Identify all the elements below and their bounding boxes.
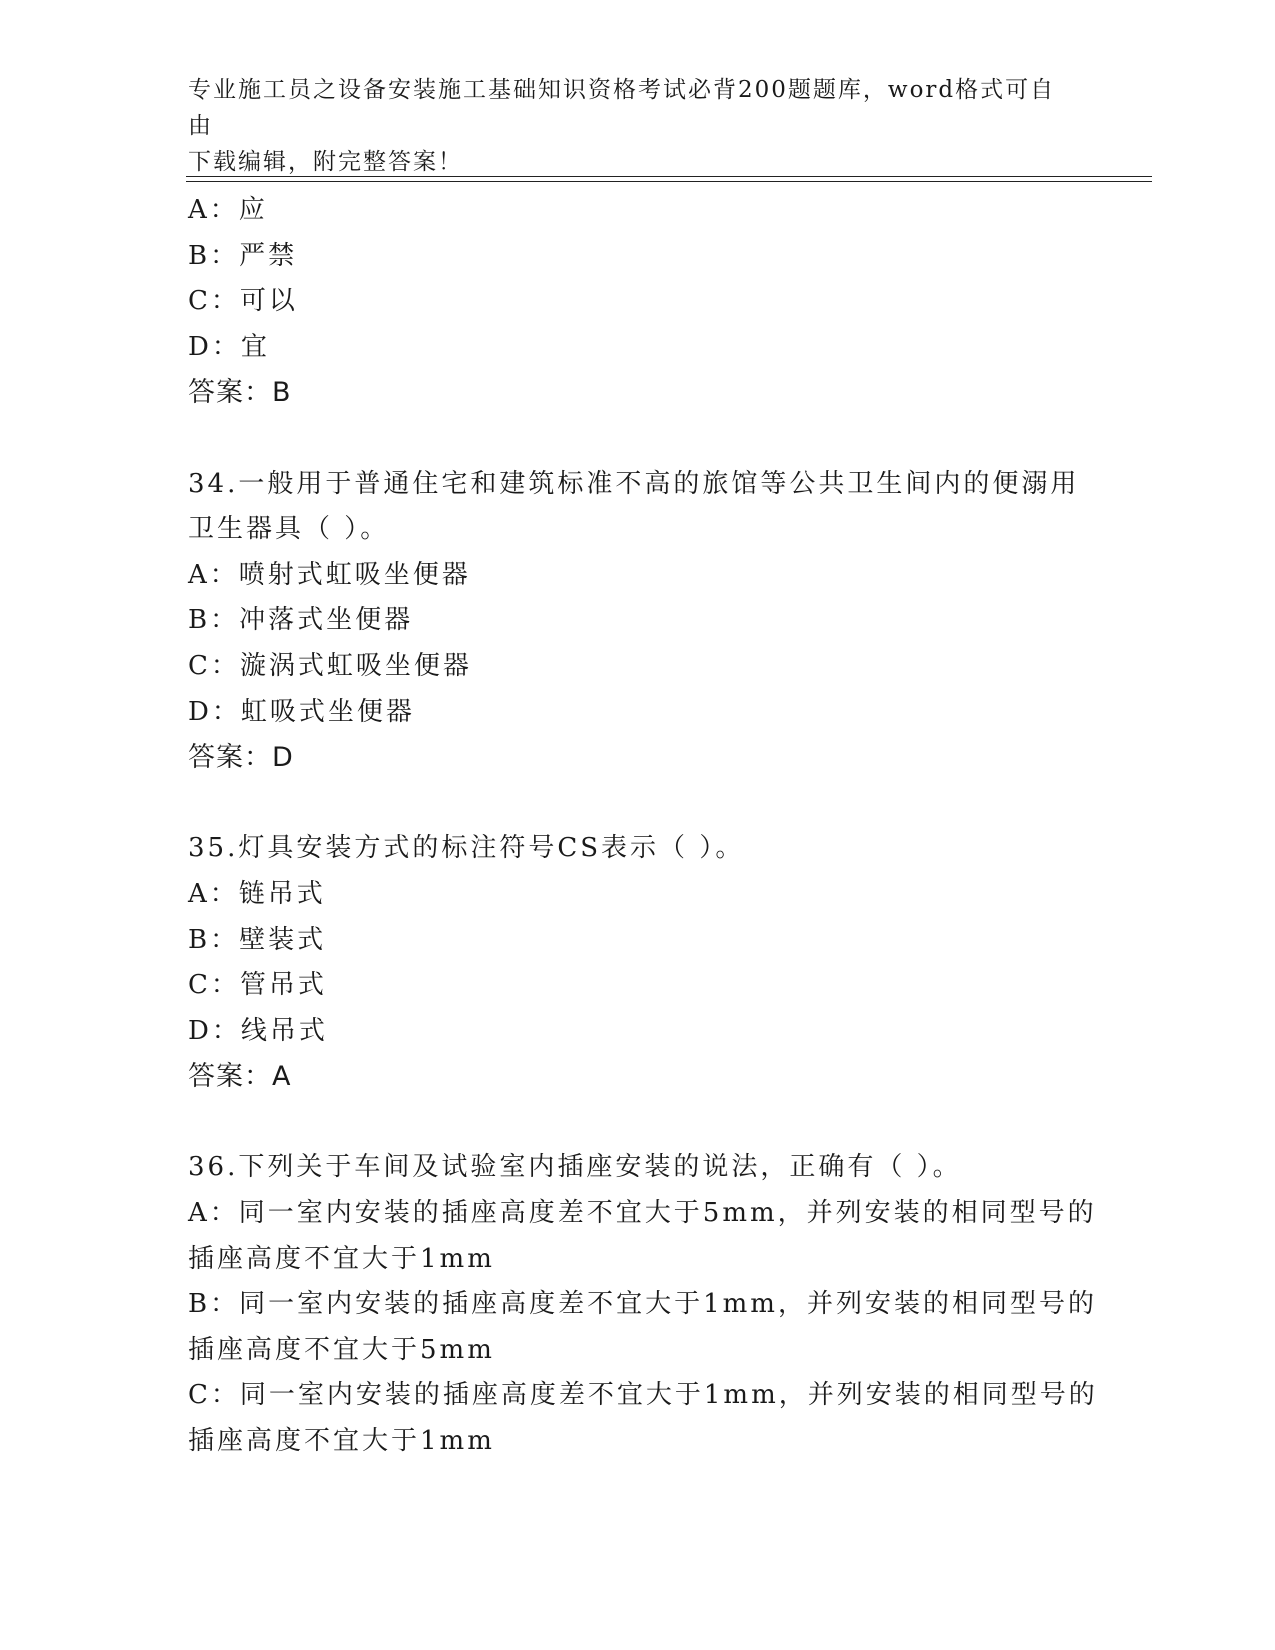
q33-option-a: A：应 — [188, 195, 268, 225]
q36-option-b-line-2: 插座高度不宜大于5mm — [188, 1334, 495, 1365]
header-divider-top — [186, 176, 1152, 177]
document-header — [188, 72, 1068, 180]
spacer — [188, 1100, 1088, 1146]
q34-stem-line-2: 卫生器具（ ）。 — [188, 514, 390, 545]
q35-option-c: C：管吊式 — [188, 970, 327, 1001]
question-content — [188, 188, 1098, 1465]
q36-option-a-line-1: A：同一室内安装的插座高度差不宜大于5mm，并列安装的相同型号的 — [188, 1198, 1097, 1229]
q36-option-b-line-1: B：同一室内安装的插座高度差不宜大于1mm，并列安装的相同型号的 — [188, 1289, 1097, 1320]
header-line-1: 专业施工员之设备安装施工基础知识资格考试必背200题题库，word格式可自由 — [188, 77, 1056, 139]
q34-option-c: C：漩涡式虹吸坐便器 — [188, 650, 472, 681]
q36-stem: 36.下列关于车间及试验室内插座安装的说法，正确有（ ）。 — [188, 1152, 962, 1183]
header-divider-bottom — [186, 181, 1152, 182]
spacer — [188, 781, 1088, 827]
q33-option-c: C：可以 — [188, 286, 298, 317]
q34-option-a: A：喷射式虹吸坐便器 — [188, 559, 471, 590]
q36-option-c-line-2: 插座高度不宜大于1mm — [188, 1426, 495, 1457]
q34-stem-line-1: 34.一般用于普通住宅和建筑标准不高的旅馆等公共卫生间内的便溺用 — [188, 468, 1080, 499]
q35-answer: 答案：A — [188, 1061, 292, 1093]
q33-answer: 答案：B — [188, 377, 292, 409]
q34-option-b: B：冲落式坐便器 — [188, 605, 414, 636]
q34-answer: 答案：D — [188, 742, 294, 774]
question-33 — [188, 188, 1088, 416]
question-36 — [188, 1145, 1098, 1464]
question-35 — [188, 826, 1088, 1100]
q35-option-b: B：壁装式 — [188, 924, 327, 955]
q33-option-d: D：宜 — [188, 331, 270, 362]
question-34 — [188, 462, 1088, 781]
q35-option-a: A：链吊式 — [188, 878, 326, 909]
q36-option-a-line-2: 插座高度不宜大于1mm — [188, 1243, 495, 1274]
q35-option-d: D：线吊式 — [188, 1015, 328, 1046]
spacer — [188, 416, 1088, 462]
q33-option-b: B：严禁 — [188, 240, 298, 271]
header-line-2: 下载编辑，附完整答案！ — [188, 149, 463, 175]
q34-option-d: D：虹吸式坐便器 — [188, 696, 415, 727]
q35-stem: 35.灯具安装方式的标注符号CS表示（ ）。 — [188, 833, 745, 864]
q36-option-c-line-1: C：同一室内安装的插座高度差不宜大于1mm，并列安装的相同型号的 — [188, 1380, 1098, 1411]
